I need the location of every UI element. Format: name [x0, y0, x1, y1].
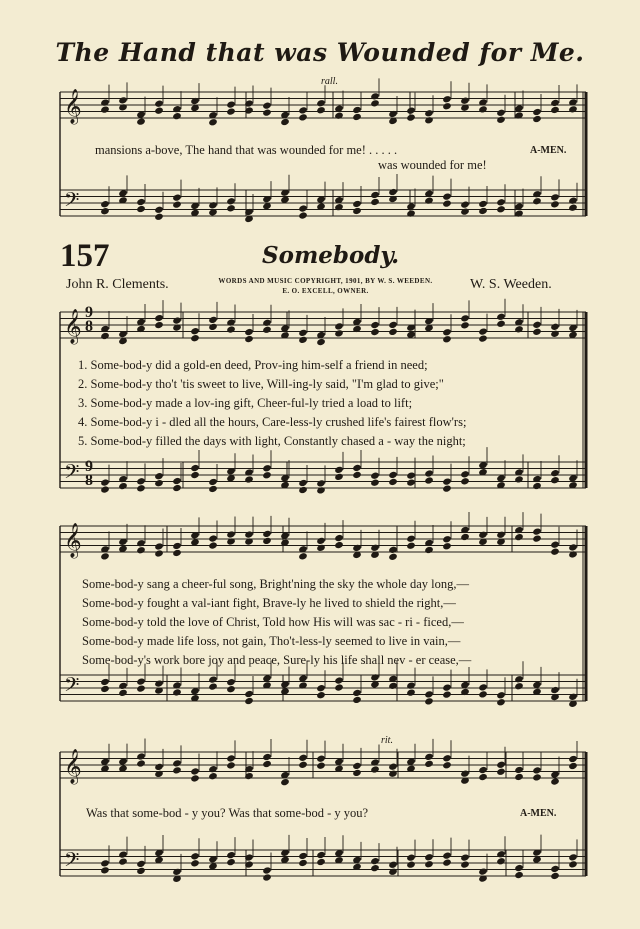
- hymn-title: Somebody.: [262, 242, 400, 269]
- previous-hymn-title: The Hand that was Wounded for Me.: [55, 38, 585, 67]
- time-signature-bass: [85, 460, 93, 488]
- time-signature-bottom: 8: [85, 318, 93, 335]
- previous-hymn-amen: A-MEN.: [530, 145, 567, 156]
- svg-text:𝄞: 𝄞: [64, 749, 82, 784]
- svg-text:𝄞: 𝄞: [64, 309, 82, 344]
- hymn-number: 157: [60, 238, 110, 274]
- rall-direction: rall.: [321, 76, 338, 87]
- final-amen: A-MEN.: [520, 808, 557, 819]
- svg-text:𝄢: 𝄢: [64, 848, 80, 876]
- svg-text:𝄢: 𝄢: [64, 188, 80, 216]
- verse-line-3: 3. Some-bod-y made a lov-ing gift, Cheer-ful-ly tried a load to lift;: [78, 396, 413, 410]
- copyright-notice: [198, 276, 453, 296]
- time-signature-bottom-bass: 8: [85, 472, 93, 489]
- previous-hymn-lyric: mansions a-bove, The hand that was wounded for me! . . . . .: [95, 143, 398, 157]
- svg-text:𝄢: 𝄢: [64, 673, 80, 701]
- copyright-line-1: WORDS AND MUSIC COPYRIGHT, 1901, BY W. S. WEEDEN.: [218, 277, 433, 285]
- verse-line-9: Some-bod-y made life loss, not gain, Tho't-less-ly seemed to live in vain,—: [82, 634, 461, 648]
- svg-text:𝄞: 𝄞: [64, 523, 82, 558]
- copyright-line-2: E. O. EXCELL, OWNER.: [282, 287, 369, 295]
- system2-verses: [82, 577, 471, 672]
- verse-line-4: 4. Some-bod-y i - dled all the hours, Care-less-ly crushed life's fairest flow'rs;: [78, 415, 467, 429]
- svg-text:𝄢: 𝄢: [64, 460, 80, 488]
- verse-line-6: Some-bod-y sang a cheer-ful song, Bright'ning the sky the whole day long,—: [82, 577, 469, 591]
- system3-lyric: Was that some-bod - y you? Was that some-bod - y you?: [86, 806, 369, 820]
- hymn-composer: W. S. Weeden.: [470, 277, 552, 292]
- verse-line-8: Some-bod-y told the love of Christ, Told how His will was sac - ri - ficed,—: [82, 615, 464, 629]
- svg-text:𝄞: 𝄞: [64, 89, 82, 124]
- rit-direction: rit.: [381, 735, 393, 746]
- time-signature-top-bass: 9: [85, 458, 93, 475]
- system1-verses: [78, 358, 466, 453]
- verse-line-2: 2. Some-bod-y tho't 'tis sweet to live, Will-ing-ly said, "I'm glad to give;": [78, 377, 444, 391]
- previous-hymn-echo: was wounded for me!: [378, 158, 487, 172]
- verse-line-5: 5. Some-bod-y filled the days with light, Constantly chased a - way the night;: [78, 434, 466, 448]
- verse-line-1: 1. Some-bod-y did a gold-en deed, Prov-ing him-self a friend in need;: [78, 358, 428, 372]
- verse-line-7: Some-bod-y fought a val-iant fight, Brave-ly he lived to shield the right,—: [82, 596, 456, 610]
- hymn-author: John R. Clements.: [66, 277, 169, 292]
- time-signature-treble: [85, 306, 93, 334]
- time-signature-top: 9: [85, 304, 93, 321]
- verse-line-10: Some-bod-y's work bore joy and peace, Sure-ly his life shall nev - er cease,—: [82, 653, 472, 667]
